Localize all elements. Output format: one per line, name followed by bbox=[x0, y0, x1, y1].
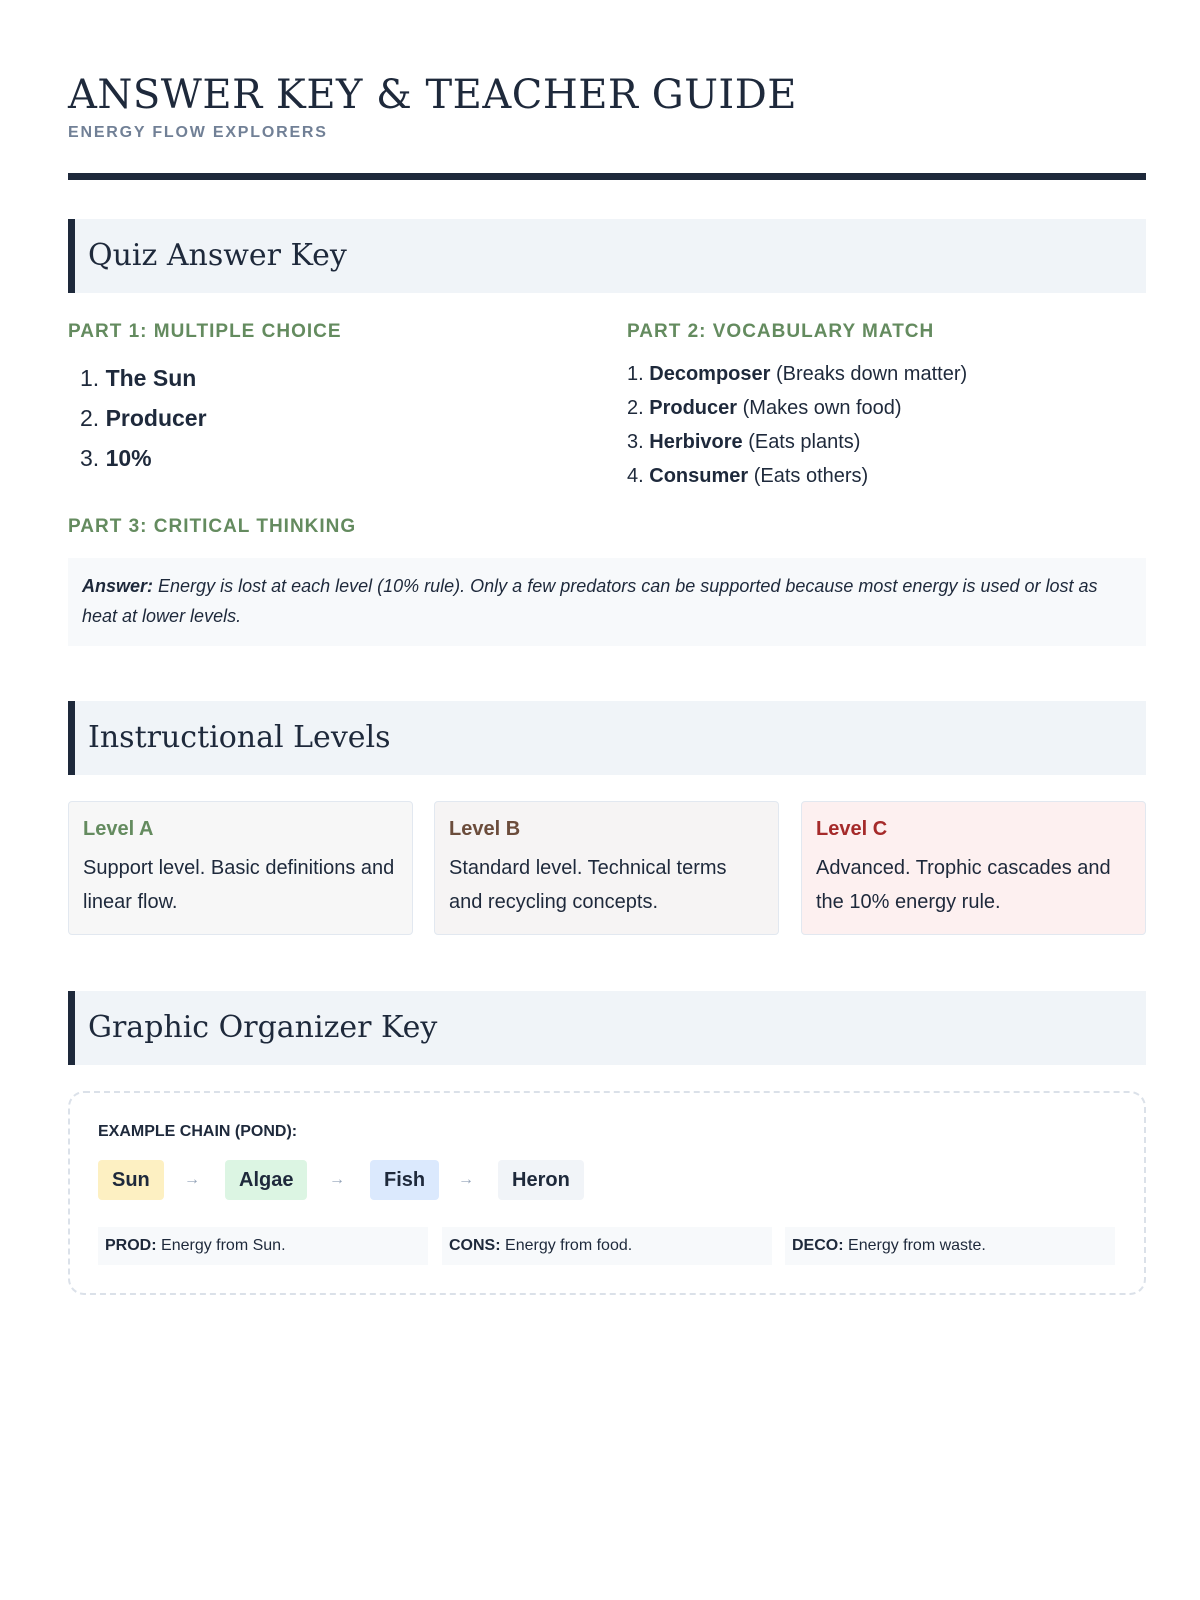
list-item: 1. The Sun bbox=[80, 365, 197, 391]
section-header-quiz bbox=[68, 219, 1146, 293]
chain-item-algae: Algae bbox=[225, 1160, 307, 1200]
definition-consumer: CONS: Energy from food. bbox=[442, 1227, 772, 1265]
page-title: ANSWER KEY & TEACHER GUIDE bbox=[68, 72, 797, 118]
level-title: Level A bbox=[83, 818, 154, 840]
vocabulary-answers bbox=[627, 363, 967, 499]
list-item: 3. Herbivore (Eats plants) bbox=[627, 431, 861, 453]
title-divider bbox=[68, 173, 1146, 180]
list-item: 3. 10% bbox=[80, 445, 152, 471]
section-header-levels bbox=[68, 701, 1146, 775]
arrow-icon: → bbox=[329, 1171, 345, 1188]
definition-producer: PROD: Energy from Sun. bbox=[98, 1227, 428, 1265]
level-card-b bbox=[434, 801, 779, 935]
part3-heading: PART 3: CRITICAL THINKING bbox=[68, 516, 357, 537]
multiple-choice-answers bbox=[80, 365, 207, 485]
list-item: 4. Consumer (Eats others) bbox=[627, 465, 869, 487]
graphic-organizer-box bbox=[68, 1091, 1146, 1295]
level-description: Standard level. Technical terms and recycling concepts. bbox=[449, 857, 727, 913]
part1-heading: PART 1: MULTIPLE CHOICE bbox=[68, 321, 342, 342]
section-title: Graphic Organizer Key bbox=[88, 1010, 438, 1045]
level-card-c bbox=[801, 801, 1146, 935]
list-item: 2. Producer (Makes own food) bbox=[627, 397, 902, 419]
chain-item-fish: Fish bbox=[370, 1160, 439, 1200]
level-description: Advanced. Trophic cascades and the 10% energy rule. bbox=[816, 857, 1111, 913]
arrow-icon: → bbox=[184, 1171, 200, 1188]
level-card-a bbox=[68, 801, 413, 935]
level-description: Support level. Basic definitions and linear flow. bbox=[83, 857, 395, 913]
chain-item-heron: Heron bbox=[498, 1160, 584, 1200]
chain-item-sun: Sun bbox=[98, 1160, 164, 1200]
section-title: Instructional Levels bbox=[88, 720, 391, 755]
list-item: 2. Producer bbox=[80, 405, 207, 431]
level-title: Level C bbox=[816, 818, 888, 840]
section-header-organizer bbox=[68, 991, 1146, 1065]
definition-decomposer: DECO: Energy from waste. bbox=[785, 1227, 1115, 1265]
critical-thinking-answer: Answer: Energy is lost at each level (10% rule). Only a few predators can be supported because most energy is used or lost as heat at lower levels. bbox=[68, 558, 1146, 646]
example-chain-label: EXAMPLE CHAIN (POND): bbox=[98, 1123, 298, 1140]
section-title: Quiz Answer Key bbox=[88, 238, 347, 273]
arrow-icon: → bbox=[458, 1171, 474, 1188]
list-item: 1. Decomposer (Breaks down matter) bbox=[627, 363, 968, 385]
page-subtitle: ENERGY FLOW EXPLORERS bbox=[68, 124, 328, 141]
part2-heading: PART 2: VOCABULARY MATCH bbox=[627, 321, 935, 342]
level-title: Level B bbox=[449, 818, 521, 840]
